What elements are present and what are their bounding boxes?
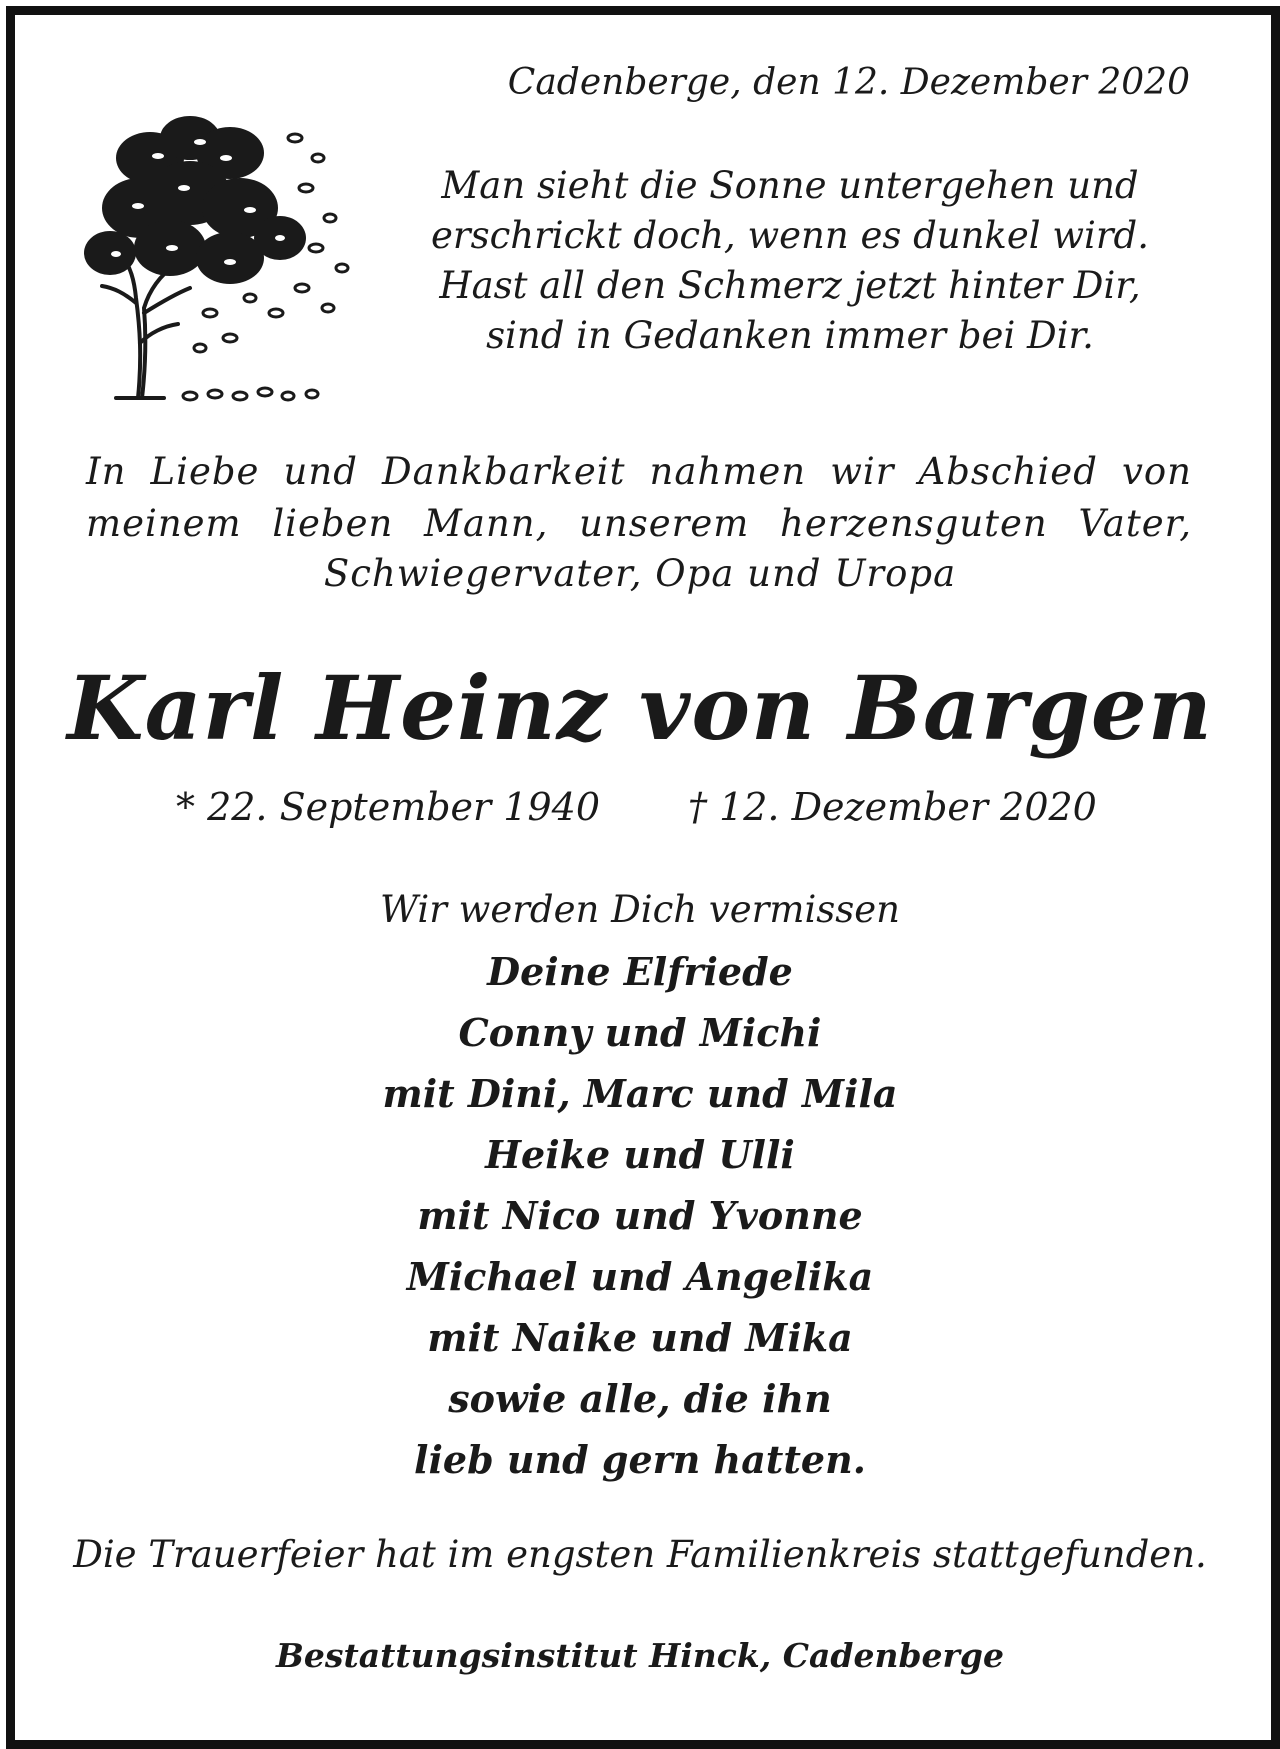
- intro-line: Schwiegervater, Opa und Uropa: [323, 552, 957, 595]
- mourner-line: sowie alle, die ihn: [448, 1376, 832, 1421]
- ceremony-note: Die Trauerfeier hat im engsten Familienkreis stattgefunden.: [73, 1533, 1207, 1576]
- poem-line: Man sieht die Sonne untergehen und: [441, 164, 1139, 207]
- poem-line: sind in Gedanken immer bei Dir.: [486, 314, 1094, 357]
- mourner-line: Deine Elfriede: [487, 949, 793, 994]
- dateline: Cadenberge, den 12. Dezember 2020: [507, 62, 1190, 103]
- mourner-line: mit Dini, Marc und Mila: [382, 1071, 898, 1116]
- death-date: † 12. Dezember 2020: [688, 785, 1097, 829]
- deceased-name: Karl Heinz von Bargen: [67, 656, 1213, 760]
- mourner-line: lieb und gern hatten.: [414, 1437, 866, 1482]
- poem-line: erschrickt doch, wenn es dunkel wird.: [431, 214, 1149, 257]
- mourner-line: mit Nico und Yvonne: [417, 1193, 863, 1238]
- undertaker-credit: Bestattungsinstitut Hinck, Cadenberge: [276, 1636, 1004, 1675]
- mourners-heading: Wir werden Dich vermissen: [379, 888, 900, 931]
- poem-line: Hast all den Schmerz jetzt hinter Dir,: [439, 264, 1141, 307]
- birth-date: * 22. September 1940: [176, 785, 600, 829]
- mourner-line: Michael und Angelika: [406, 1254, 874, 1299]
- mourner-line: Conny und Michi: [458, 1010, 822, 1055]
- tree-icon: [80, 98, 380, 408]
- mourner-line: Heike und Ulli: [485, 1132, 795, 1177]
- intro-line: meinem lieben Mann, unserem herzensguten Vater,: [86, 502, 1192, 545]
- mourner-line: mit Naike und Mika: [427, 1315, 853, 1360]
- intro-line: In Liebe und Dankbarkeit nahmen wir Abschied von: [86, 450, 1192, 493]
